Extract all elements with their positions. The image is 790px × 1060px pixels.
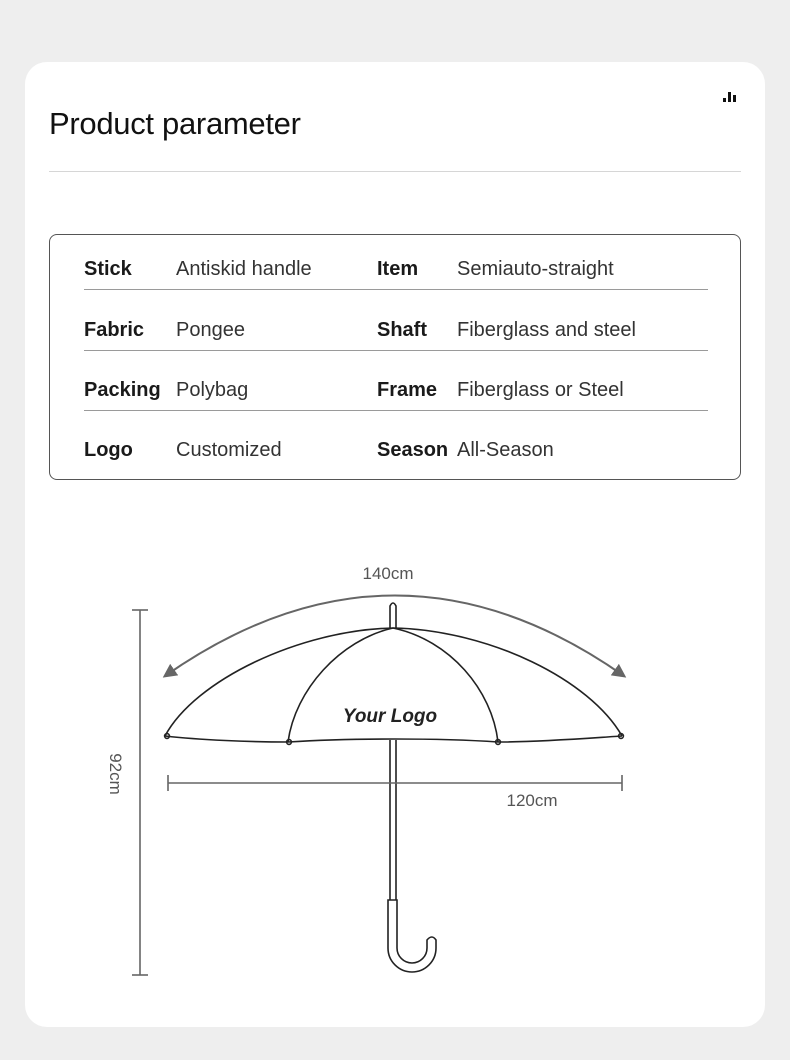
spec-value: Semiauto-straight — [457, 258, 614, 280]
spec-key: Frame — [377, 379, 438, 401]
spec-value: Antiskid handle — [176, 258, 312, 280]
spec-value: Fiberglass or Steel — [457, 379, 624, 401]
height-dimension-line — [132, 610, 148, 975]
spec-key: Season — [377, 439, 449, 461]
logo-placeholder: Your Logo — [342, 706, 438, 727]
width-dimension-line — [168, 775, 622, 791]
spec-value: Customized — [176, 439, 282, 461]
spec-value: All-Season — [457, 439, 554, 461]
spec-value: Fiberglass and steel — [457, 319, 636, 341]
width-dimension-label: 120cm — [506, 791, 558, 810]
arc-dimension-label: 140cm — [362, 564, 414, 583]
page-title: Product parameter — [49, 106, 301, 141]
spec-value: Pongee — [176, 319, 245, 341]
spec-key: Item — [377, 258, 419, 280]
spec-key: Packing — [84, 379, 161, 401]
spec-key: Stick — [84, 258, 132, 280]
spec-value: Polybag — [176, 379, 249, 401]
height-dimension-label: 92cm — [106, 753, 125, 795]
spec-key: Logo — [84, 439, 133, 461]
umbrella-handle — [388, 740, 436, 972]
spec-key: Shaft — [377, 319, 427, 341]
spec-key: Fabric — [84, 319, 145, 341]
arc-dimension-arrow — [165, 596, 624, 677]
